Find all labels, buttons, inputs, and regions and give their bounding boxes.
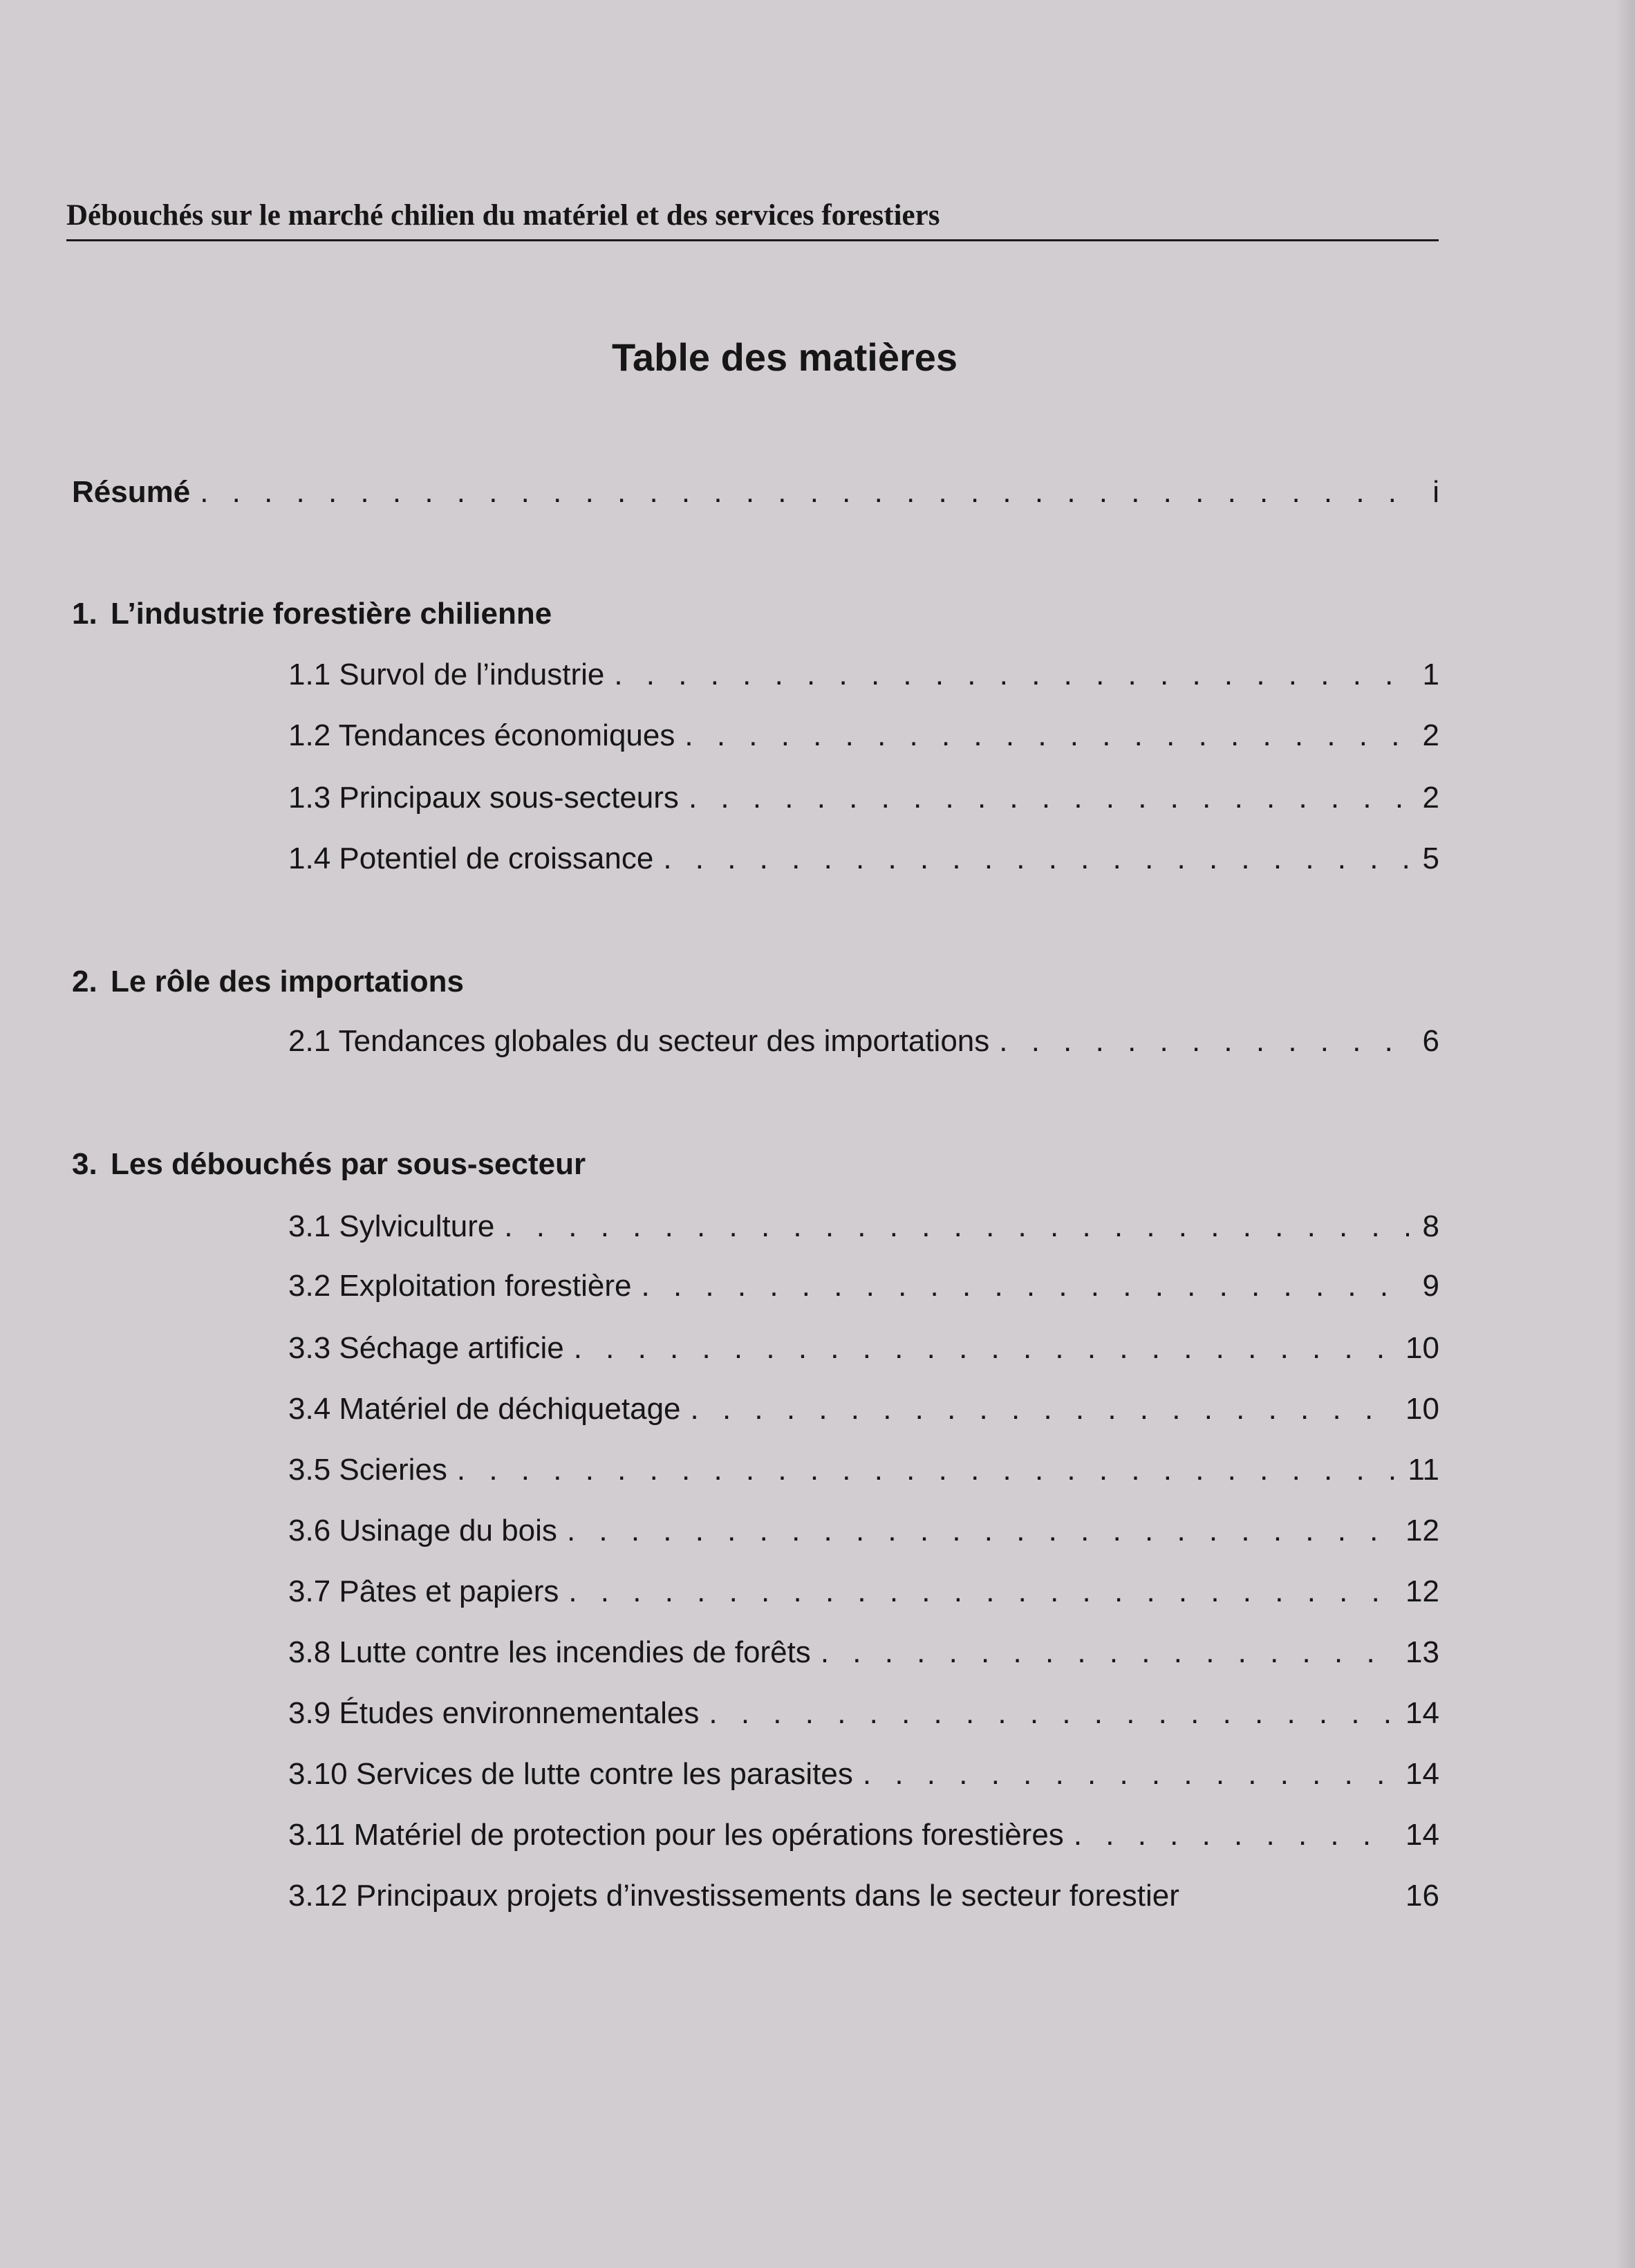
toc-entry-label: 3.10 Services de lutte contre les parasites [288,1757,853,1791]
toc-entry-label: 1.3 Principaux sous-secteurs [288,781,679,815]
header-rule [66,239,1439,241]
toc-entry-3-2[interactable] [288,1265,1439,1307]
toc-page-number: 14 [1405,1757,1439,1791]
toc-entry-label: 1.2 Tendances économiques [288,718,675,752]
toc-entry-1-2[interactable] [288,715,1439,756]
toc-entry-label: 2.1 Tendances globales du secteur des importations [288,1024,990,1058]
toc-section-1[interactable] [72,593,552,635]
toc-section-3[interactable] [72,1144,586,1185]
toc-entry-label: 3.9 Études environnementales [288,1696,700,1730]
toc-entry-3-10[interactable] [288,1754,1439,1795]
toc-page-number: 6 [1422,1024,1439,1058]
dot-leader [709,1693,1396,1734]
toc-entry-label: 3.3 Séchage artificie [288,1331,564,1365]
toc-entry-label: 3.11 Matériel de protection pour les opérations forestières [288,1818,1064,1852]
section-title: Le rôle des importations [111,965,464,998]
section-number: 3. [72,1147,97,1181]
toc-entry-label: 3.8 Lutte contre les incendies de forêts [288,1635,811,1669]
dot-leader [200,472,1409,513]
toc-page-number: 8 [1422,1209,1439,1243]
dot-leader [574,1328,1396,1369]
toc-entry-label: 3.7 Pâtes et papiers [288,1574,559,1608]
toc-entry-3-8[interactable] [288,1632,1439,1673]
toc-entry-label: 3.2 Exploitation forestière [288,1269,632,1303]
toc-entry-1-3[interactable] [288,777,1439,819]
dot-leader [821,1632,1396,1673]
toc-entry-3-9[interactable] [288,1693,1439,1734]
dot-leader [567,1510,1396,1552]
dot-leader [1074,1814,1396,1856]
page-edge-shadow [1616,0,1635,2268]
toc-page-number: 14 [1405,1696,1439,1730]
toc-entry-3-1[interactable] [288,1206,1439,1247]
toc-section-2[interactable] [72,961,464,1003]
toc-entry-label: 3.5 Scieries [288,1453,447,1487]
toc-entry-1-4[interactable] [288,838,1439,880]
dot-leader [642,1265,1409,1307]
toc-page-number: 10 [1405,1392,1439,1426]
toc-entry-label: 3.12 Principaux projets d’investissements dans le secteur forestier [288,1879,1179,1913]
section-title: L’industrie forestière chilienne [111,597,552,631]
toc-entry-1-1[interactable] [288,654,1439,696]
dot-leader [691,1388,1396,1430]
toc-entry-label: 3.1 Sylviculture [288,1209,495,1243]
dot-leader [689,777,1409,819]
toc-page-number: 10 [1405,1331,1439,1365]
dot-leader [863,1754,1396,1795]
toc-page-number: 9 [1422,1269,1439,1303]
toc-page-number: 13 [1405,1635,1439,1669]
toc-page-number: 12 [1405,1574,1439,1608]
toc-title: Table des matières [611,335,958,379]
toc-page-number: 2 [1422,781,1439,815]
dot-leader [568,1571,1396,1612]
toc-entry-3-4[interactable] [288,1388,1439,1430]
dot-leader [504,1206,1409,1247]
toc-page-number: 5 [1422,842,1439,875]
dot-leader [457,1449,1398,1491]
toc-entry-3-7[interactable] [288,1571,1439,1612]
toc-entry-label: Résumé [72,475,191,509]
running-header: Débouchés sur le marché chilien du matériel et des services forestiers [66,199,940,232]
dot-leader [999,1021,1409,1062]
toc-entry-3-12[interactable] [288,1875,1439,1917]
toc-entry-label: 1.4 Potentiel de croissance [288,842,654,875]
toc-page-number: 11 [1408,1453,1439,1487]
toc-page-number: 12 [1405,1514,1439,1547]
toc-page-number: 2 [1422,718,1439,752]
toc-page-number: 16 [1405,1879,1439,1913]
section-title: Les débouchés par sous-secteur [111,1147,586,1181]
toc-entry-2-1[interactable] [288,1021,1439,1062]
toc-entry-3-6[interactable] [288,1510,1439,1552]
toc-page-number: i [1432,475,1439,509]
dot-leader [614,654,1409,696]
toc-page-number: 1 [1422,658,1439,691]
toc-entry-resume[interactable] [72,472,1439,513]
toc-entry-3-3[interactable] [288,1328,1439,1369]
toc-entry-label: 3.6 Usinage du bois [288,1514,557,1547]
toc-entry-3-11[interactable] [288,1814,1439,1856]
section-number: 1. [72,597,97,631]
dot-leader [663,838,1409,880]
toc-entry-label: 3.4 Matériel de déchiquetage [288,1392,681,1426]
dot-leader [684,715,1409,756]
toc-entry-label: 1.1 Survol de l’industrie [288,658,605,691]
toc-page-number: 14 [1405,1818,1439,1852]
toc-entry-3-5[interactable] [288,1449,1439,1491]
section-number: 2. [72,965,97,998]
